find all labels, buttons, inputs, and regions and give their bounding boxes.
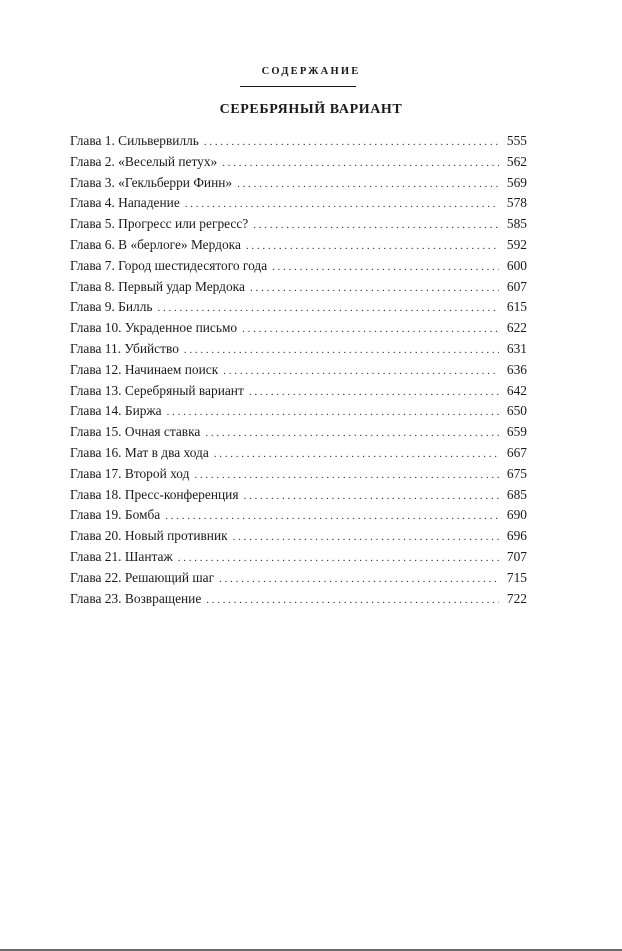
toc-entry-page-number: 636: [506, 361, 527, 377]
toc-dot-leader: [249, 382, 499, 403]
toc-entry-title: Глава 8. Первый удар Мердока: [70, 278, 245, 294]
toc-dot-leader: [204, 132, 499, 153]
toc-entry: [70, 547, 527, 568]
toc-entry-page-number: 555: [506, 133, 527, 148]
toc-entry-page-number: 592: [506, 236, 527, 252]
toc-dot-leader: [214, 444, 499, 465]
toc-entry: [70, 173, 527, 194]
table-of-contents: [70, 131, 527, 609]
toc-dot-leader: [222, 153, 499, 174]
toc-entry: [70, 339, 527, 360]
toc-entry: [70, 277, 527, 298]
toc-dot-leader: [178, 548, 499, 569]
toc-entry-title: Глава 18. Пресс-конференция: [70, 486, 239, 502]
toc-entry-title: Глава 19. Бомба: [70, 507, 161, 523]
toc-entry-title: Глава 5. Прогресс или регресс?: [70, 216, 249, 232]
toc-entry-page-number: 715: [506, 569, 527, 585]
toc-entry-page-number: 585: [506, 216, 527, 232]
toc-entry: [70, 235, 527, 256]
toc-entry: [70, 422, 527, 443]
toc-entry-title: Глава 3. «Гекльберри Финн»: [70, 174, 233, 190]
toc-entry: [70, 214, 527, 235]
toc-entry: [70, 381, 527, 402]
toc-entry-title: Глава 22. Решающий шаг: [70, 569, 215, 585]
toc-dot-leader: [272, 257, 499, 278]
toc-dot-leader: [242, 319, 499, 340]
toc-entry-page-number: 690: [506, 507, 527, 523]
toc-entry: [70, 131, 527, 152]
toc-entry-page-number: 569: [506, 174, 527, 190]
toc-entry: [70, 505, 527, 526]
toc-entry-page-number: 642: [506, 382, 527, 398]
toc-entry: [70, 485, 527, 506]
toc-entry: [70, 526, 527, 547]
toc-entry-page-number: 667: [506, 444, 527, 460]
toc-entry-page-number: 622: [506, 320, 527, 336]
toc-entry-title: Глава 4. Нападение: [70, 195, 180, 211]
toc-entry-title: Глава 13. Серебряный вариант: [70, 382, 244, 398]
toc-dot-leader: [184, 340, 499, 361]
toc-entry: [70, 464, 527, 485]
toc-entry: [70, 318, 527, 339]
toc-entry-page-number: 675: [506, 465, 527, 481]
toc-entry-title: Глава 1. Сильвервилль: [70, 133, 199, 148]
running-head: СОДЕРЖАНИЕ: [261, 66, 361, 77]
toc-entry: [70, 443, 527, 464]
toc-entry-page-number: 707: [506, 548, 527, 564]
toc-dot-leader: [185, 194, 499, 215]
toc-entry-page-number: 685: [506, 486, 527, 502]
toc-entry-title: Глава 15. Очная ставка: [70, 424, 201, 440]
toc-dot-leader: [250, 278, 499, 299]
toc-entry-title: Глава 6. В «берлоге» Мердока: [70, 236, 241, 252]
toc-entry-page-number: 600: [506, 257, 527, 273]
toc-entry-page-number: 722: [506, 590, 527, 606]
toc-entry-page-number: 696: [506, 528, 527, 544]
toc-dot-leader: [246, 236, 499, 257]
toc-dot-leader: [243, 486, 499, 507]
toc-entry: [70, 256, 527, 277]
running-head-rule: [240, 86, 356, 87]
toc-entry-title: Глава 21. Шантаж: [70, 548, 173, 564]
toc-dot-leader: [206, 590, 499, 611]
toc-entry-title: Глава 20. Новый противник: [70, 528, 228, 544]
toc-entry: [70, 193, 527, 214]
toc-entry-page-number: 650: [506, 403, 527, 419]
toc-dot-leader: [165, 506, 499, 527]
toc-entry-title: Глава 2. «Веселый петух»: [70, 153, 218, 169]
toc-dot-leader: [223, 361, 499, 382]
toc-entry: [70, 297, 527, 318]
section-title: СЕРЕБРЯНЫЙ ВАРИАНТ: [219, 102, 403, 117]
toc-entry-title: Глава 10. Украденное письмо: [70, 320, 238, 336]
toc-entry-page-number: 578: [506, 195, 527, 211]
toc-dot-leader: [205, 423, 499, 444]
toc-entry: [70, 568, 527, 589]
toc-entry-title: Глава 23. Возвращение: [70, 590, 202, 606]
toc-entry-page-number: 562: [506, 153, 527, 169]
toc-dot-leader: [253, 215, 499, 236]
toc-entry-title: Глава 9. Билль: [70, 299, 153, 315]
toc-entry-title: Глава 7. Город шестидесятого года: [70, 257, 268, 273]
toc-dot-leader: [237, 174, 499, 195]
toc-entry-page-number: 607: [506, 278, 527, 294]
toc-entry-title: Глава 11. Убийство: [70, 340, 179, 356]
toc-dot-leader: [194, 465, 499, 486]
toc-dot-leader: [233, 527, 499, 548]
toc-entry-page-number: 615: [506, 299, 527, 315]
toc-entry: [70, 152, 527, 173]
toc-entry: [70, 360, 527, 381]
toc-dot-leader: [219, 569, 499, 590]
toc-entry: [70, 589, 527, 610]
toc-entry: [70, 401, 527, 422]
toc-entry-title: Глава 14. Биржа: [70, 403, 162, 419]
toc-dot-leader: [158, 298, 499, 319]
toc-dot-leader: [167, 402, 499, 423]
toc-entry-title: Глава 17. Второй ход: [70, 465, 190, 481]
toc-entry-page-number: 631: [506, 340, 527, 356]
toc-entry-page-number: 659: [506, 424, 527, 440]
toc-entry-title: Глава 12. Начинаем поиск: [70, 361, 219, 377]
toc-entry-title: Глава 16. Мат в два хода: [70, 444, 209, 460]
